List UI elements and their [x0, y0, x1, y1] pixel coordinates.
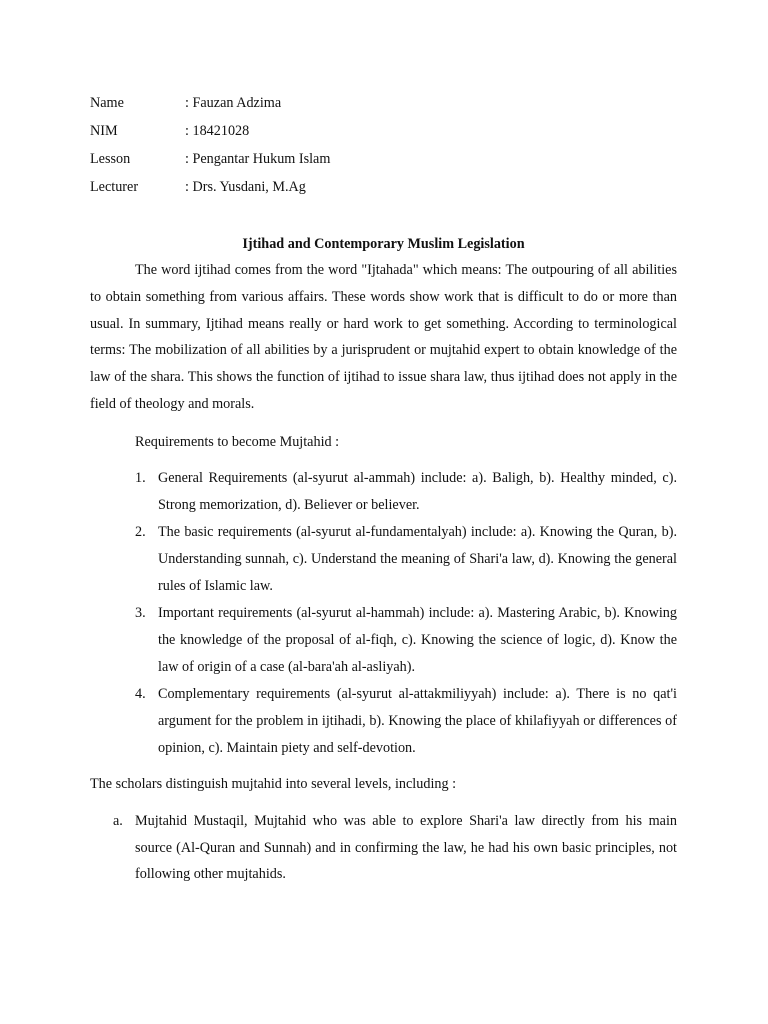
- list-marker: 2.: [135, 524, 146, 540]
- intro-paragraph: The word ijtihad comes from the word "Ijtahada" which means: The outpouring of all abilities to obtain something from various affairs. These words show work that is difficult to do or more than usual. In summary, Ijtihad means really or hard work to get something. According to terminological terms: The mobilization of all abilities by a jurisprudent or mujtahid expert to obtain knowledge of the law of the shara. This shows the function of ijtihad to issue shara law, thus ijtihad does not apply in the field of theology and morals.: [90, 262, 677, 412]
- list-item: [135, 465, 677, 519]
- identity-label: NIM: [90, 123, 118, 139]
- list-item: [135, 519, 677, 600]
- list-item-text: Mujtahid Mustaqil, Mujtahid who was able to explore Shari'a law directly from his main source (Al-Quran and Sunnah) and in confirming the law, he had his own basic principles, not following other mujtahids.: [135, 813, 677, 882]
- identity-value: : Drs. Yusdani, M.Ag: [185, 179, 306, 195]
- list-marker: 1.: [135, 470, 146, 486]
- identity-row-lesson: [90, 146, 330, 174]
- identity-row-lecturer: [90, 174, 330, 202]
- mujtahid-levels-list: [113, 808, 677, 888]
- list-item-text: The basic requirements (al-syurut al-fundamentalyah) include: a). Knowing the Quran, b). Understanding sunnah, c). Understand the meaning of Shari'a law, d). Knowing the general rules of Islamic law.: [158, 524, 677, 594]
- list-marker: 3.: [135, 605, 146, 621]
- requirements-list: [135, 465, 677, 762]
- requirements-intro: Requirements to become Mujtahid :: [135, 434, 340, 450]
- list-item-text: Complementary requirements (al-syurut al-attakmiliyyah) include: a). There is no qat'i argument for the problem in ijtihadi, b). Knowing the place of khilafiyyah or differences of opinion, c). Maintain piety and self-devotion.: [158, 686, 677, 756]
- identity-row-nim: [90, 118, 330, 146]
- list-item: [135, 600, 677, 681]
- student-identity-table: [90, 90, 330, 202]
- list-item-text: Important requirements (al-syurut al-hammah) include: a). Mastering Arabic, b). Knowing the knowledge of the proposal of al-fiqh, c). Knowing the science of logic, d). Know the law of origin of a case (al-bara'ah al-asliyah).: [158, 605, 677, 675]
- identity-label: Lesson: [90, 151, 131, 167]
- levels-intro: The scholars distinguish mujtahid into several levels, including :: [90, 776, 457, 792]
- list-marker: 4.: [135, 686, 146, 702]
- identity-value: : Fauzan Adzima: [185, 95, 282, 111]
- identity-label: Lecturer: [90, 179, 139, 195]
- list-item: [135, 681, 677, 762]
- document-title: Ijtihad and Contemporary Muslim Legislation: [242, 236, 525, 252]
- identity-value: : 18421028: [185, 123, 250, 139]
- identity-row-name: [90, 90, 330, 118]
- list-marker: a.: [113, 813, 123, 829]
- list-item: [113, 808, 677, 888]
- identity-value: : Pengantar Hukum Islam: [185, 151, 331, 167]
- list-item-text: General Requirements (al-syurut al-ammah) include: a). Baligh, b). Healthy minded, c). Strong memorization, d). Believer or believer.: [158, 470, 677, 513]
- identity-label: Name: [90, 95, 124, 111]
